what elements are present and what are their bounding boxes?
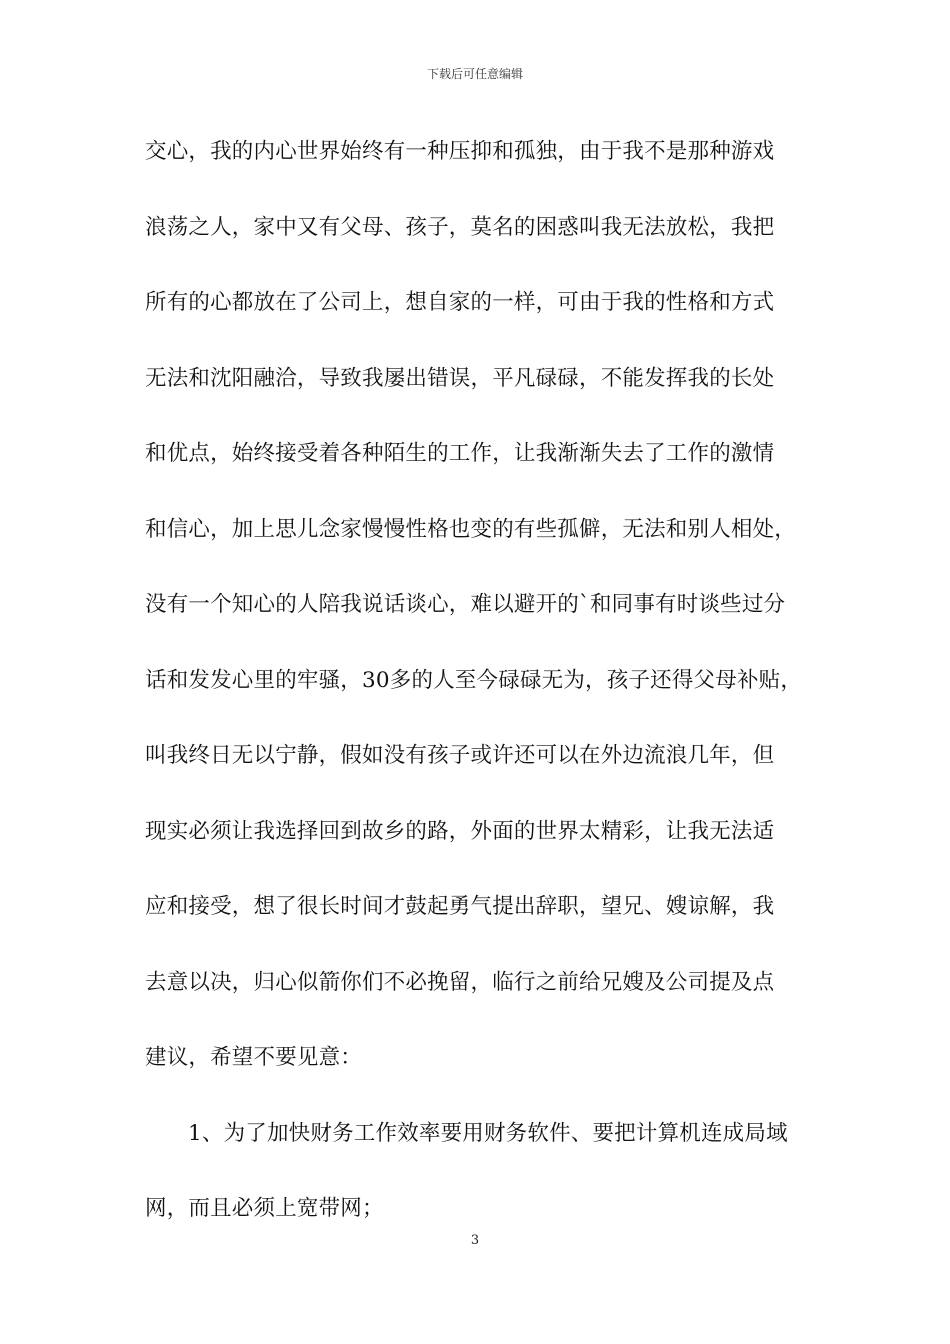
- text-line: 和优点，始终接受着各种陌生的工作，让我渐渐失去了工作的激情: [145, 441, 775, 466]
- text-line: 无法和沈阳融洽，导致我屡出错误，平凡碌碌，不能发挥我的长处: [145, 365, 775, 391]
- text-line: 叫我终日无以宁静，假如没有孩子或许还可以在外边流浪几年，但: [145, 743, 775, 768]
- list-item-text-line: 1、为了加快财务工作效率要用财务软件、要把计算机连成局域: [188, 1120, 788, 1146]
- text-line: 浪荡之人，家中又有父母、孩子，莫名的困惑叫我无法放松，我把: [145, 214, 775, 240]
- text-line: 建议，希望不要见意：: [145, 1045, 363, 1070]
- text-line: 话和发发心里的牢骚，30多的人至今碌碌无为，孩子还得父母补贴，: [145, 667, 803, 693]
- text-line: 交心，我的内心世界始终有一种压抑和孤独，由于我不是那种游戏: [145, 139, 775, 164]
- text-line: 和信心，加上思儿念家慢慢性格也变的有些孤僻，无法和别人相处，: [145, 516, 797, 542]
- text-line: 网，而且必须上宽带网；: [145, 1196, 384, 1221]
- text-line: 没有一个知心的人陪我说话谈心，难以避开的`和同事有时谈些过分: [145, 592, 786, 617]
- page-number: 3: [470, 1233, 480, 1248]
- text-line: 所有的心都放在了公司上，想自家的一样，可由于我的性格和方式: [145, 290, 775, 315]
- body-text: [145, 123, 815, 1256]
- page-header: 下载后可任意编辑: [426, 67, 523, 81]
- text-line: 应和接受，想了很长时间才鼓起勇气提出辞职，望兄、嫂谅解，我: [145, 894, 775, 919]
- text-line: 现实必须让我选择回到故乡的路，外面的世界太精彩，让我无法适: [145, 818, 775, 844]
- text-line: 去意以决，归心似箭你们不必挽留，临行之前给兄嫂及公司提及点: [145, 969, 775, 995]
